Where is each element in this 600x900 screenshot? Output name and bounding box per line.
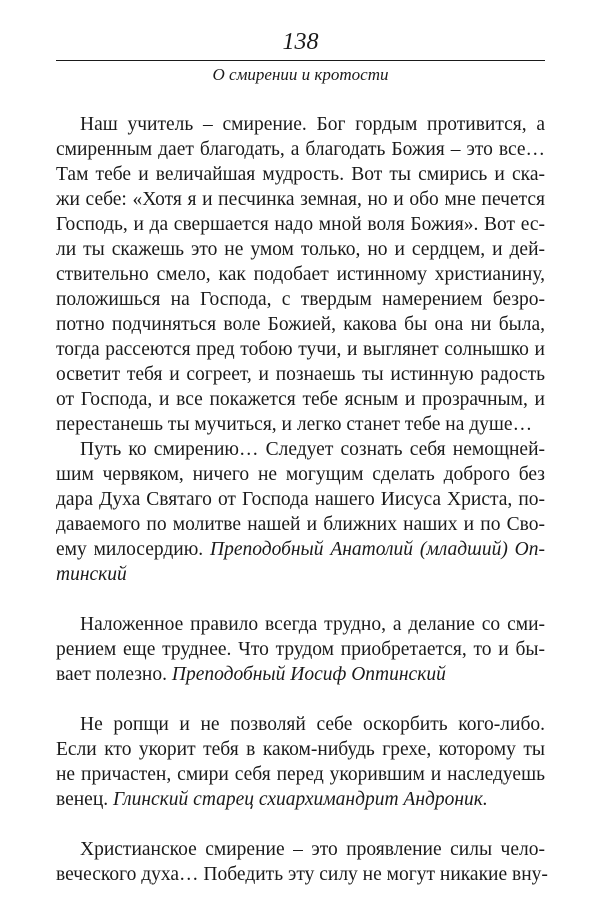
book-page: [56, 0, 548, 887]
paragraph-5: [56, 837, 548, 887]
text-line-with-attribution: [56, 787, 545, 812]
text-fragment: ему милосердию.: [56, 539, 210, 560]
page-number: 138: [282, 29, 319, 55]
page-body: [56, 112, 548, 887]
paragraph-3: [56, 612, 545, 687]
text-line-with-attribution: [56, 537, 545, 562]
running-title: О смирении и кротости: [212, 65, 389, 84]
text-line: жи себе: «Хотя я и песчинка земная, но и обо мне печется: [56, 189, 545, 210]
text-line: шим червяком, ничего не могущим сделать доброго без: [56, 464, 545, 485]
text-line: не причастен, смири себя перед укорившим и наследуешь: [56, 764, 545, 785]
paragraph-gap: [56, 587, 545, 612]
text-line-with-attribution: [56, 662, 545, 687]
attribution: Преподобный Анатолий (младший) Оп-: [209, 539, 546, 560]
text-line: Господь, и да свершается надо мной воля Божия». Вот ес-: [56, 214, 545, 235]
text-line: потно подчиняться воле Божией, какова бы она ни была,: [56, 314, 545, 335]
text-line: от Господа, и все покажется тебе ясным и прозрачным, и: [56, 389, 545, 410]
text-line: тогда рассеются пред тобою тучи, и выглянет солнышко и: [56, 339, 545, 360]
text-fragment: вает полезно.: [56, 664, 172, 685]
paragraph-gap: [56, 812, 545, 837]
text-line: ли ты скажешь это не умом только, но и сердцем, и дей-: [56, 239, 545, 260]
text-line: перестанешь ты мучиться, и легко станет тебе на душе…: [56, 414, 533, 435]
text-fragment: венец.: [56, 789, 114, 810]
attribution: тинский: [56, 564, 127, 585]
text-line: Там тебе и величайшая мудрость. Вот ты смирись и ска-: [56, 164, 545, 185]
header-rule: [56, 60, 545, 61]
text-line: смиренным дает благодать, а благодать Божия – это все…: [56, 139, 545, 160]
text-line: Если кто укорит тебя в каком-нибудь грехе, которому ты: [56, 739, 545, 760]
attribution: Преподобный Иосиф Оптинский: [171, 664, 446, 685]
paragraph-2: [56, 437, 545, 587]
paragraph-1: [56, 112, 545, 437]
attribution: Глинский старец схиархимандрит Андроник.: [113, 789, 488, 810]
text-line: осветит тебя и согреет, и познаешь ты истинную радость: [56, 364, 545, 385]
text-line: дара Духа Святаго от Господа нашего Иисуса Христа, по-: [56, 489, 545, 510]
text-line: положишься на Господа, с твердым намерением безро-: [56, 289, 545, 310]
text-line: веческого духа… Победить эту силу не могут никакие вну-: [56, 864, 548, 885]
text-line: Путь ко смирению… Следует сознать себя немощней-: [80, 439, 545, 460]
text-line: даваемого по молитве нашей и ближних наших и по Сво-: [56, 514, 545, 535]
paragraph-4: [56, 712, 545, 812]
text-line: Христианское смирение – это проявление силы чело-: [80, 839, 545, 860]
text-line: Наложенное правило всегда трудно, а делание со сми-: [80, 614, 545, 635]
text-line: Наш учитель – смирение. Бог гордым противится, а: [80, 114, 545, 135]
text-line: ствительно смело, как подобает истинному христианину,: [56, 264, 545, 285]
text-line: Не ропщи и не позволяй себе оскорбить кого-либо.: [80, 714, 545, 735]
text-line: рением еще труднее. Что трудом приобретается, то и бы-: [56, 639, 545, 660]
paragraph-gap: [56, 687, 545, 712]
text-line: [56, 562, 545, 587]
